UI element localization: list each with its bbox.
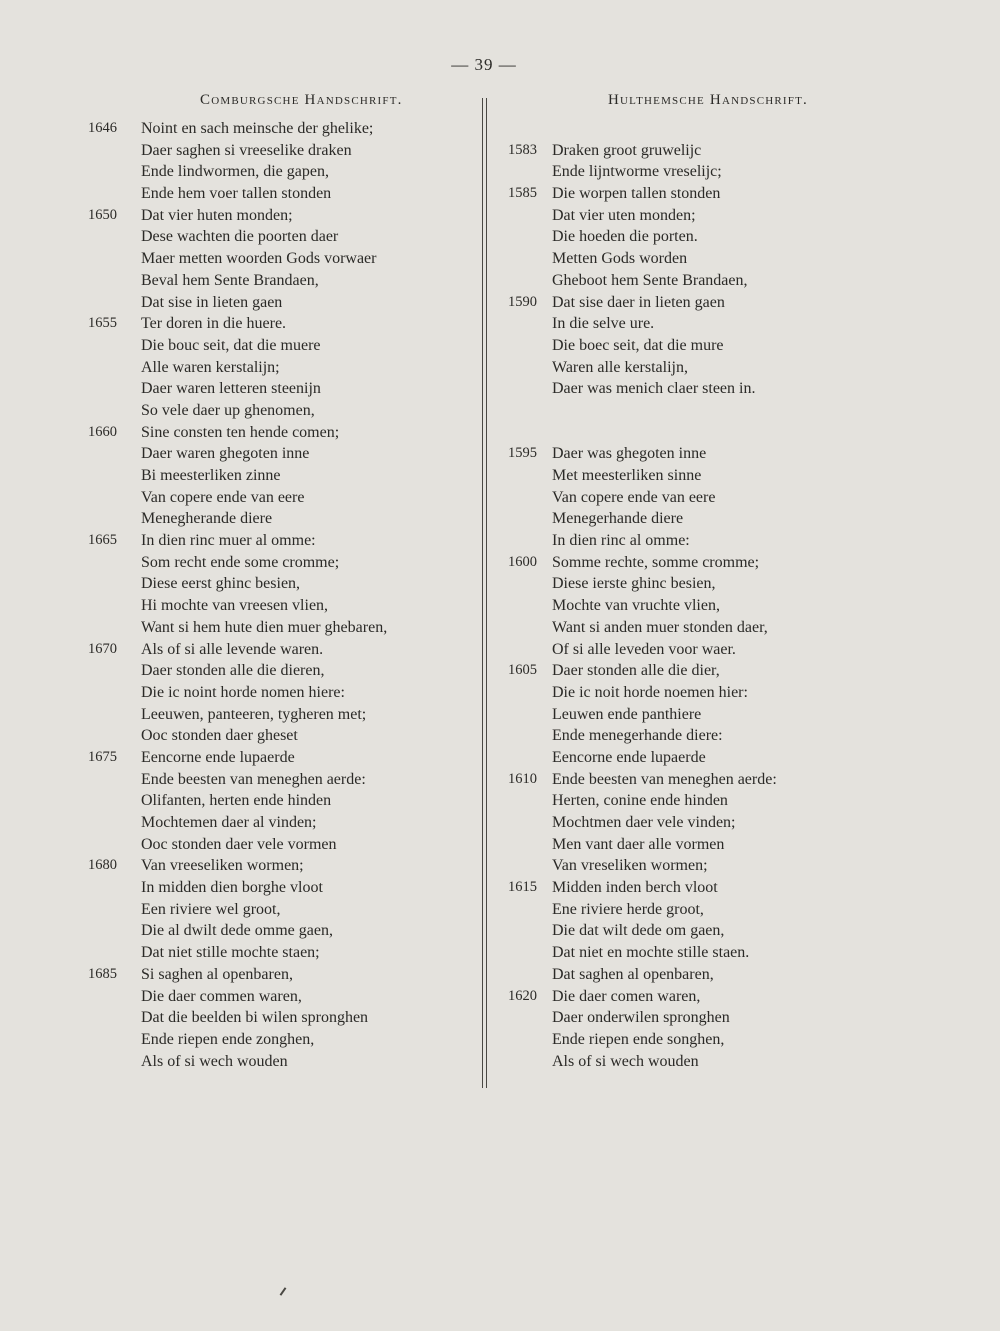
verse-text: Die bouc seit, dat die muere [141, 336, 321, 354]
verse-text: Daer waren letteren steenijn [141, 380, 321, 398]
verse-text: Want si hem hute dien muer ghebaren, [141, 618, 388, 636]
verse-text: Ooc stonden daer gheset [141, 727, 298, 745]
line-number: 1680 [88, 857, 117, 874]
verse-text: Dat vier huten monden; [141, 206, 293, 224]
verse-text: Als of si wech wouden [552, 1052, 699, 1070]
verse-text: Olifanten, herten ende hinden [141, 792, 332, 810]
verse-text: Daer stonden alle die dieren, [141, 662, 325, 680]
verse-text: Als of si alle levende waren. [141, 640, 324, 658]
verse-text: Maer metten woorden Gods vorwaer [141, 250, 377, 268]
verse-text: Ende beesten van meneghen aerde: [141, 770, 366, 788]
verse-text: Van copere ende van eere [552, 488, 716, 506]
verse-text: Diese eerst ghinc besien, [141, 575, 301, 593]
verse-text: Gheboot hem Sente Brandaen, [552, 271, 748, 289]
verse-text: Dat die beelden bi wilen spronghen [141, 1009, 369, 1027]
verse-text: Die al dwilt dede omme gaen, [141, 922, 333, 940]
verse-text: Ooc stonden daer vele vormen [141, 835, 337, 853]
line-number: 1675 [88, 748, 117, 765]
verse-text: Leuwen ende panthiere [552, 705, 702, 723]
verse-text: Die daer commen waren, [141, 987, 302, 1005]
line-number: 1655 [88, 315, 117, 332]
verse-text: Daer was menich claer steen in. [552, 380, 756, 398]
page-number: — 39 — [451, 55, 517, 74]
line-number: 1595 [508, 445, 537, 462]
verse-text: Menegerhande diere [552, 510, 684, 528]
verse-text: Een riviere wel groot, [141, 900, 281, 918]
verse-text: Somme rechte, somme cromme; [552, 553, 760, 571]
verse-text: In die selve ure. [552, 315, 655, 333]
verse-text: Daer waren ghegoten inne [141, 445, 310, 463]
verse-text: Die ic noint horde nomen hiere: [141, 683, 345, 701]
verse-text: Met meesterliken sinne [552, 467, 702, 484]
line-number: 1615 [508, 879, 537, 896]
verse-text: Mochtemen daer al vinden; [141, 814, 317, 831]
verse-text: Dat vier uten monden; [552, 206, 696, 224]
verse-text: Daer was ghegoten inne [552, 445, 707, 463]
verse-text: Dat sise in lieten gaen [141, 293, 283, 311]
verse-text: Eencorne ende lupaerde [141, 748, 295, 766]
verse-text: Ende menegerhande diere: [552, 727, 723, 745]
verse-text: Dat niet stille mochte staen; [141, 944, 320, 962]
verse-text: Ene riviere herde groot, [552, 900, 704, 918]
verse-text: Dat saghen al openbaren, [552, 965, 714, 983]
line-number: 1685 [88, 965, 117, 982]
verse-text: Daer saghen si vreeselike draken [141, 141, 352, 159]
verse-text: In dien rinc al omme: [552, 532, 690, 550]
line-number: 1650 [88, 206, 117, 223]
right-column-heading: Hulthemsche Handschrift. [608, 92, 808, 108]
verse-text: Dese wachten die poorten daer [141, 228, 339, 246]
verse-text: Ende hem voer tallen stonden [141, 185, 332, 203]
verse-text: Draken groot gruwelijc [552, 141, 702, 159]
verse-text: Ter doren in die huere. [141, 315, 287, 333]
verse-text: Van vreeseliken wormen; [141, 857, 304, 875]
line-number: 1665 [88, 532, 117, 549]
line-number: 1585 [508, 185, 537, 202]
verse-text: Si saghen al openbaren, [141, 965, 293, 983]
verse-text: Herten, conine ende hinden [552, 792, 728, 810]
verse-text: Ende riepen ende zonghen, [141, 1030, 315, 1048]
verse-text: Som recht ende some cromme; [141, 553, 340, 571]
verse-text: Mochtmen daer vele vinden; [552, 814, 736, 831]
verse-text: In dien rinc muer al omme: [141, 532, 316, 550]
verse-text: So vele daer up ghenomen, [141, 401, 315, 419]
verse-text: In midden dien borghe vloot [141, 879, 323, 897]
verse-text: Die hoeden die porten. [552, 228, 698, 246]
line-number: 1610 [508, 770, 537, 787]
verse-text: Ende lijntworme vreselijc; [552, 163, 722, 181]
line-number: 1605 [508, 662, 537, 679]
stray-mark [280, 1287, 287, 1296]
verse-text: Daer onderwilen spronghen [552, 1009, 730, 1027]
verse-text: Die ic noit horde noemen hier: [552, 683, 748, 701]
verse-text: Of si alle leveden voor waer. [552, 640, 736, 658]
verse-text: Als of si wech wouden [141, 1052, 288, 1070]
verse-text: Van vreseliken wormen; [552, 857, 708, 875]
verse-text: Alle waren kerstalijn; [141, 358, 280, 376]
verse-text: Metten Gods worden [552, 250, 688, 268]
verse-text: Ende lindwormen, die gapen, [141, 163, 329, 181]
verse-text: Die daer comen waren, [552, 987, 701, 1005]
verse-text: Daer stonden alle die dier, [552, 662, 720, 680]
verse-text: Want si anden muer stonden daer, [552, 618, 768, 636]
line-number: 1620 [508, 987, 537, 1004]
verse-text: Bi meesterliken zinne [141, 467, 281, 484]
verse-text: Ende riepen ende songhen, [552, 1030, 725, 1048]
verse-text: Die boec seit, dat die mure [552, 336, 724, 354]
line-number: 1590 [508, 293, 537, 310]
verse-text: Waren alle kerstalijn, [552, 358, 688, 376]
verse-text: Eencorne ende lupaerde [552, 748, 706, 766]
verse-text: Die dat wilt dede om gaen, [552, 922, 725, 940]
verse-text: Menegherande diere [141, 510, 273, 528]
verse-text: Die worpen tallen stonden [552, 185, 721, 203]
verse-text: Mochte van vruchte vlien, [552, 597, 720, 615]
line-number: 1670 [88, 640, 117, 657]
verse-text: Hi mochte van vreesen vlien, [141, 597, 329, 615]
line-number: 1583 [508, 141, 537, 158]
line-number: 1646 [88, 120, 117, 136]
verse-text: Sine consten ten hende comen; [141, 423, 340, 441]
verse-text: Noint en sach meinsche der ghelike; [141, 120, 374, 137]
line-number: 1600 [508, 553, 537, 570]
line-number: 1660 [88, 423, 117, 440]
verse-text: Dat sise daer in lieten gaen [552, 293, 725, 311]
verse-text: Beval hem Sente Brandaen, [141, 271, 319, 289]
verse-text: Men vant daer alle vormen [552, 835, 725, 853]
verse-text: Leeuwen, panteeren, tygheren met; [141, 705, 367, 723]
verse-text: Van copere ende van eere [141, 488, 305, 506]
verse-text: Midden inden berch vloot [552, 879, 718, 897]
verse-text: Diese ierste ghinc besien, [552, 575, 716, 593]
left-column-heading: Comburgsche Handschrift. [200, 92, 403, 108]
verse-text: Dat niet en mochte stille staen. [552, 944, 750, 962]
verse-text: Ende beesten van meneghen aerde: [552, 770, 777, 788]
column-divider [482, 98, 487, 1088]
